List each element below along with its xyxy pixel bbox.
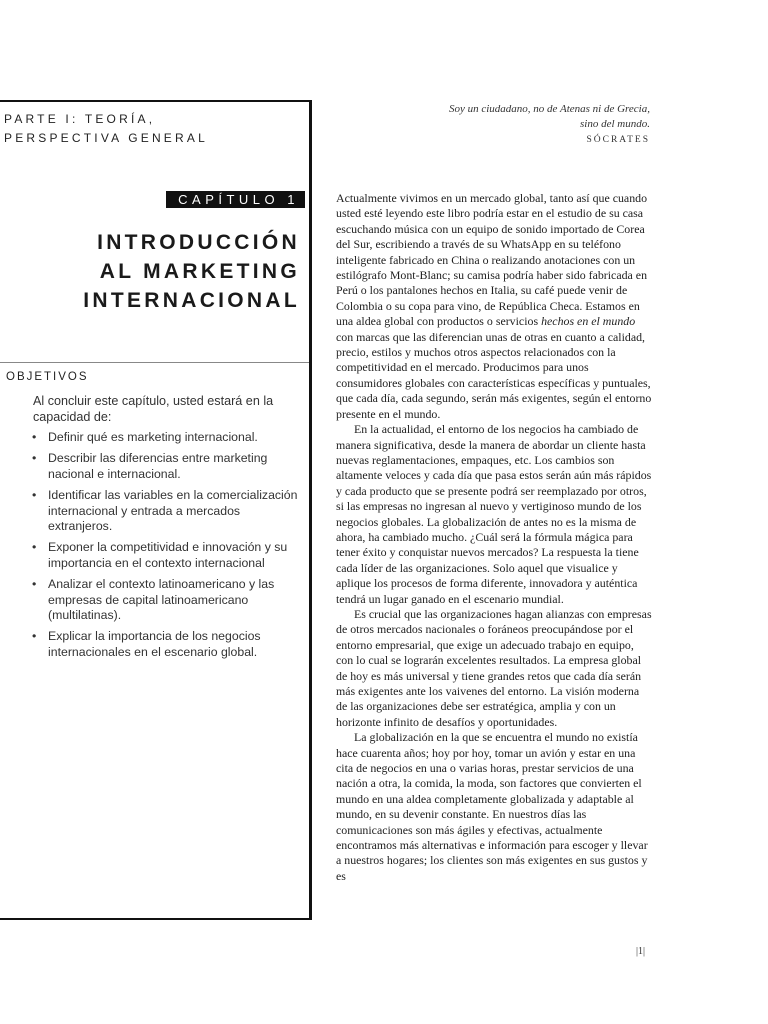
objetivos-intro: Al concluir este capítulo, usted estará en la capacidad de: (33, 394, 274, 424)
bullet-icon: • (32, 577, 37, 592)
paragraph-3: Es crucial que las organizaciones hagan alianzas con empresas de otros mercados nacionales o foráneos preocupándose por el entorno empresarial, que exige un adecuado trabajo en equipo, con lo cual se lograrán excelentes resultados. La empresa global de hoy es más universal y tiene grandes retos que cada día serán más exigentes ante los vaivenes del entorno. La visión moderna de las organizaciones debe ser estratégica, amplia y con un horizonte infinito de desafíos y oportunidades. (336, 606, 652, 729)
chapter-title-line1: INTRODUCCIÓN (97, 231, 300, 254)
objetivos-divider (0, 362, 309, 363)
objetivos-list (30, 430, 305, 666)
part-label-line2: PERSPECTIVA GENERAL (4, 131, 208, 145)
chapter-title-line2: AL MARKETING (99, 260, 300, 283)
objetivo-text: Describir las diferencias entre marketing nacional e internacional. (48, 451, 268, 481)
page-number: |1| (636, 946, 646, 957)
list-item (30, 577, 305, 623)
objetivo-text: Exponer la competitividad e innovación y su importancia en el contexto internacional (48, 540, 288, 570)
objetivos-heading: OBJETIVOS (6, 371, 89, 383)
chapter-label: CAPÍTULO 1 (166, 191, 305, 208)
bullet-icon: • (32, 540, 37, 555)
body-text (336, 191, 652, 884)
paragraph-1 (336, 191, 652, 422)
objetivo-text: Analizar el contexto latinoamericano y las empresas de capital latinoamericano (multilatinas). (48, 577, 275, 623)
chapter-title (20, 228, 300, 315)
paragraph-1-part-b: con marcas que las diferencian unas de otras en cuanto a calidad, precio, estilos y muchos otros aspectos relacionados con la competitividad en el mercado. Producimos para unos consumidores globales con características específicas y puntuales, que cada día, cada segundo, serán más exigentes, según el entorno presente en el mundo. (336, 329, 652, 421)
bullet-icon: • (32, 451, 37, 466)
paragraph-4: La globalización en la que se encuentra el mundo no existía hace cuarenta años; hoy por hoy, tomar un avión y estar en una cita de negocios en una o varias horas, prestar servicios de una nación a otra, la comida, la moda, son factores que convierten el mundo en una aldea completamente globalizada y adaptable al mundo, en su devenir constante. En nuestros días las comunicaciones son más ágiles y efectivas, actualmente encontramos más alternativas e información para escoger y llevar a nuestros hogares; los clientes son más exigentes en sus gustos y es (336, 730, 648, 883)
list-item (30, 629, 305, 660)
objetivo-text: Identificar las variables en la comercialización internacional y entrada a mercados extranjeros. (48, 488, 298, 534)
bullet-icon: • (32, 488, 37, 503)
list-item (30, 451, 305, 482)
objetivo-text: Definir qué es marketing internacional. (48, 430, 258, 444)
objetivo-text: Explicar la importancia de los negocios internacionales en el escenario global. (48, 629, 261, 659)
bullet-icon: • (32, 430, 37, 444)
paragraph-1-emphasis: hechos en el mundo (541, 314, 636, 329)
epigraph-quote: Soy un ciudadano, no de Atenas ni de Grecia, sino del mundo. (448, 103, 650, 130)
paragraph-1-part-a: Actualmente vivimos en un mercado global, tanto así que cuando usted esté leyendo este libro podría estar en el estudio de su casa escuchando música con un equipo de sonido importado de Corea del Sur, escribiendo a través de su WhatsApp en su teléfono inteligente fabricado en China o realizando anotaciones con un estilógrafo Mont-Blanc; su camisa podría haber sido fabricada en Perú o los pantalones hechos en Italia, su café puede venir de Colombia o su copa para vino, de República Checa. Estamos en una aldea global con productos o servicios (336, 191, 648, 329)
epigraph-author: SÓCRATES (586, 135, 650, 145)
list-item (30, 488, 305, 534)
list-item (30, 540, 305, 571)
paragraph-2: En la actualidad, el entorno de los negocios ha cambiado de manera significativa, desde la manera de abordar un cliente hasta nuevas reglamentaciones, empaques, etc. Los cambios son altamente veloces y cada día que pasa estos serán aún más rápidos y cada producto que se presente podrá ser reemplazado por otros, si las empresas no ingresan al nuevo y vertiginoso mundo de los negocios globales. La globalización de antes no es la misma de ahora, ha cambiado mucho. ¿Cuál será la fórmula mágica para tener éxito y conquistar nuevos mercados? La respuesta la tiene cada líder de las organizaciones. Solo aquel que visualice y aplique los procesos de forma diferente, innovadora y auténtica tendrá un lugar ganado en el escenario mundial. (336, 422, 652, 606)
chapter-title-line3: INTERNACIONAL (83, 289, 300, 312)
list-item (30, 430, 305, 445)
part-label (4, 110, 294, 148)
part-label-line1: PARTE I: TEORÍA, (4, 112, 156, 126)
bullet-icon: • (32, 629, 37, 644)
